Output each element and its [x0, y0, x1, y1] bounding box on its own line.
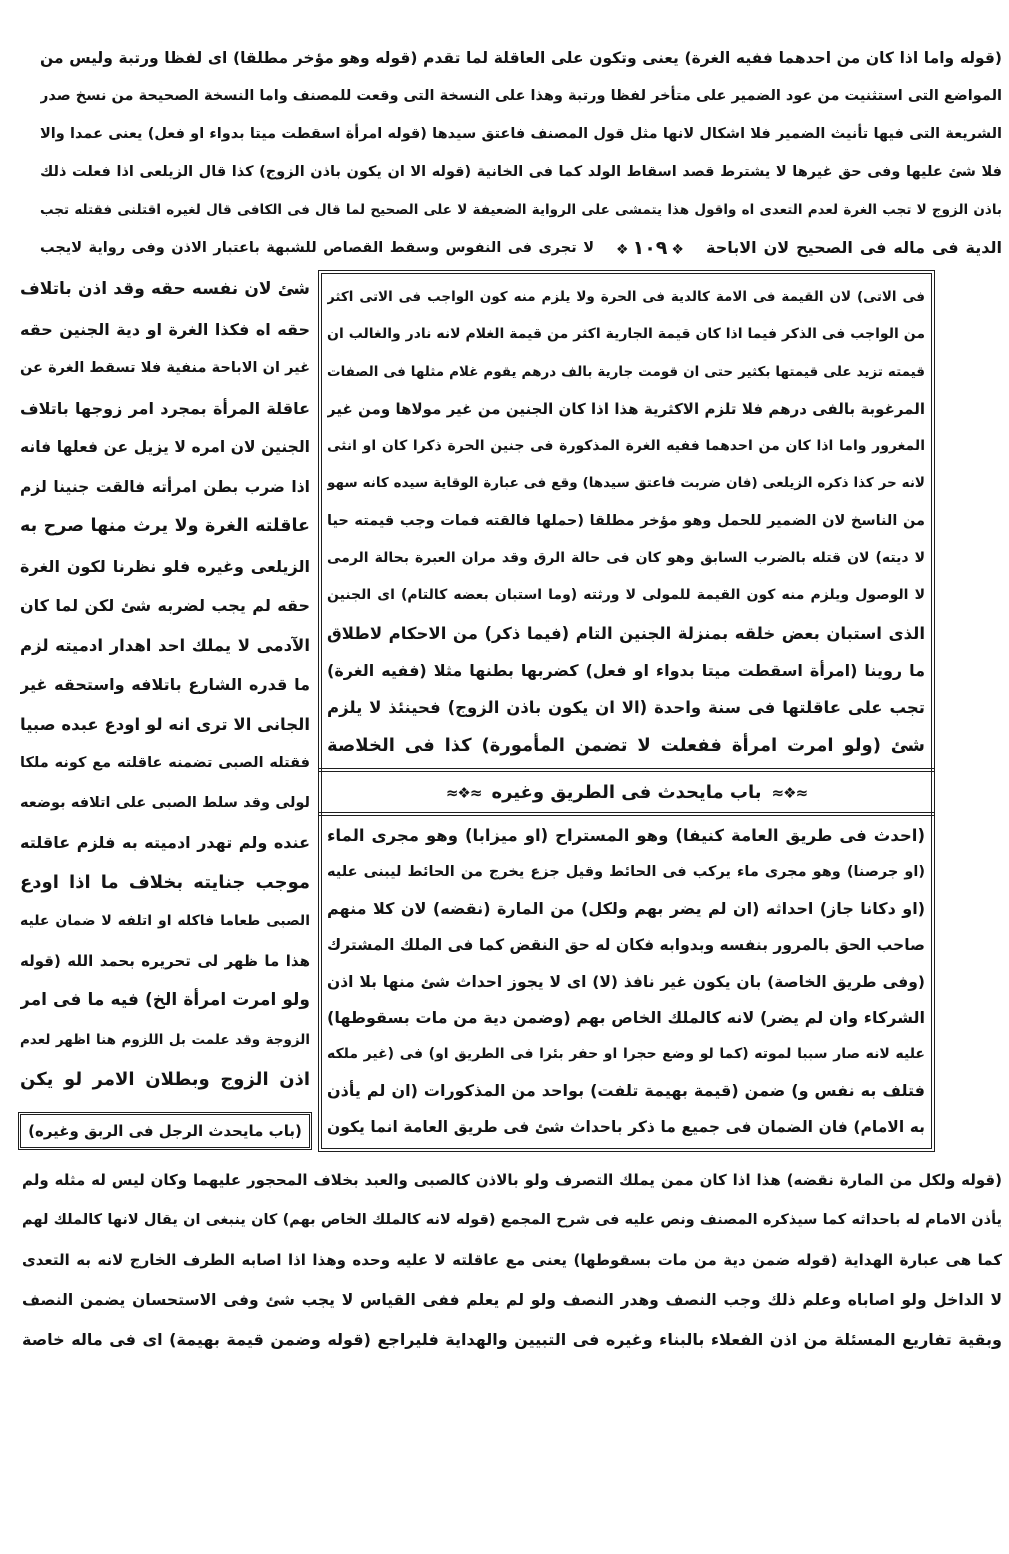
top-commentary-last-line: [40, 229, 1002, 267]
margin-note-line: الزيلعى وغيره فلو نظرنا لكون الغرة: [20, 556, 310, 576]
top-commentary-line: المواضع التى استثنيت من عود الضمير على متأخر لفظا ورتبة وهذا على النسخة التى وقعت للمصنف واما النسخة الصحيحة من نسخ صدر: [40, 88, 1002, 104]
margin-note-line: الجانى الا ترى انه لو اودع عبده صبيا: [20, 714, 310, 734]
page-number-group: [594, 229, 706, 267]
main-text-line: عليه لانه صار سببا لموته (كما لو وضع حجرا او حفر بئرا فى الطريق او) فى (غير ملكه: [327, 1046, 925, 1063]
margin-note-line: اذا ضرب بطن امرأته فالقت جنينا لزم: [20, 477, 310, 496]
main-text-part2: [327, 818, 925, 1146]
top-commentary: [40, 39, 1002, 267]
main-text-line: من الواجب فى الذكر فيما اذا كان قيمة الجارية اكثر من قيمة الغلام لانه نادر والغالب ان: [327, 326, 925, 343]
main-text-part1: [327, 279, 925, 764]
top-commentary-line: الشريعة التى فيها تأنيث الضمير فلا اشكال لانها مثل قول المصنف فاعتق سيدها (قوله امرأة اسقطت ميتا بدواء او فعل) يعنى عمدا والا: [40, 126, 1002, 142]
main-text-line: لانه حر كذا ذكره الزيلعى (فان ضربت فاعتق سيدها) وقع فى عبارة الوقاية سيده كانه سهو: [327, 475, 925, 492]
main-text-line: (احدث فى طريق العامة كنيفا) وهو المستراح (او ميزابا) وهو مجرى الماء: [327, 826, 925, 845]
bottom-commentary-line: لا الداخل ولو اصاباه وعلم ذلك وجب النصف وهدر النصف ولو لم يعلم ففى القياس لا يجب شئ وفى الاستحسان يضمن النصف: [22, 1291, 1002, 1309]
top-commentary-line-start: الدية فى ماله فى الصحيح لان الاباحة: [706, 238, 1002, 257]
margin-note-line: لولى وقد سلط الصبى على اتلافه بوضعه: [20, 794, 310, 811]
flourish-icon: [446, 782, 482, 803]
main-text-line: ما روينا (امرأة اسقطت ميتا بدواء او فعل) كضربها بطنها مثلا (ففيه الغرة): [327, 660, 925, 680]
margin-note-line: عنده ولم تهدر ادميته به فلزم عاقلته: [20, 833, 310, 852]
margin-note-line: الجنين لان امره لا يزيل عن فعلها فانه: [20, 438, 310, 456]
bottom-commentary-line: (قوله ولكل من المارة نقضه) هذا اذا كان ممن يملك التصرف ولو بالاذن كالصبى والعبد بخلاف المحجور عليهما وكان ليس له مثله ولم: [22, 1171, 1002, 1189]
page-number: ١٠٩: [632, 237, 668, 259]
margin-note-line: شئ لان نفسه حقه وقد اذن باتلاف: [20, 279, 310, 299]
main-text-line: فى الاتى) لان القيمة فى الامة كالدية فى الحرة ولا يلزم منه كون الواجب فى الاتى اكثر: [327, 289, 925, 305]
top-commentary-line: (قوله واما اذا كان من احدهما ففيه الغرة) يعنى وتكون على العاقلة لما تقدم (قوله وهو مؤخر مطلقا) اى لفظا ورتبة وليس من: [40, 49, 1002, 67]
flourish-icon: [772, 782, 808, 803]
margin-note-line: عاقلته الغرة ولا يرث منها صرح به: [20, 516, 310, 536]
margin-section-heading: (باب مايحدث الرجل فى الربق وغيره): [18, 1112, 312, 1150]
top-commentary-line-end: لا تجرى فى النفوس وسقط القصاص للشبهة باعتبار الاذن وفى رواية لايجب: [40, 240, 594, 256]
margin-note-line: اذن الزوج وبطلان الامر لو يكن: [20, 1069, 310, 1090]
main-text-line: شئ (ولو امرت امرأة ففعلت لا تضمن المأمورة) كذا فى الخلاصة: [327, 734, 925, 756]
margin-note-line: موجب جنايته بخلاف ما اذا اودع: [20, 871, 310, 893]
bottom-commentary-line: يأذن الامام له باحداثه كما سيذكره المصنف ونص عليه فى شرح المجمع (قوله لانه كالملك الخاص بهم) كان ينبغى ان يقال لانها كالملك لهم: [22, 1212, 1002, 1228]
margin-note-line: حقه لم يجب لضربه شئ لكن لما كان: [20, 596, 310, 615]
main-text-line: قيمته تزيد على قيمتها بكثير حتى ان قومت جارية بالف درهم يقوم غلام مثلها فى الصفات: [327, 363, 925, 380]
main-text-line: (او جرصنا) وهو مجرى ماء يركب فى الحائط وقيل جزع يخرج من الحائط ليبنى عليه: [327, 864, 925, 881]
main-text-line: لا الوصول ويلزم منه كون القيمة للمولى لا ورثته (وما استبان بعضه كالتام) اى الجنين: [327, 587, 925, 604]
margin-note-line: الصبى طعاما فاكله او اتلفه لا ضمان عليه: [20, 913, 310, 929]
main-text-line: (وفى طريق الخاصة) بان يكون غير نافذ (لا) اى لا يجوز احداث شئ منها بلا اذن: [327, 972, 925, 991]
top-commentary-line: باذن الزوج لا تجب الغرة لعدم التعدى اه واقول هذا يتمشى على الرواية الضعيفة لا على الصحيح لما قال فى الكافى قال لغيره اقتلنى فقتله تجب: [40, 202, 1002, 218]
margin-note: [20, 270, 310, 1100]
main-text-line: من الناسخ لان الضمير للحمل وهو مؤخر مطلقا (حملها فالقته فمات وجب قيمته حيا: [327, 512, 925, 529]
margin-note-line: حقه اه فكذا الغرة او دية الجنين حقه: [20, 319, 310, 339]
bottom-commentary-line: وبقية تفاريع المسئلة من اذن الفعلاء بالبناء وغيره فى التبيين والهداية فليراجع (قوله وضمن قيمة بهيمة) اى فى ماله خاصة: [22, 1330, 1002, 1349]
margin-note-line: هذا ما ظهر لى تحريره بحمد الله (قوله: [20, 951, 310, 970]
margin-note-line: الآدمى لا يملك احد اهدار ادميته لزم: [20, 635, 310, 655]
main-text-line: المرغوبة بالفى درهم فلا تلزم الاكثرية هذا اذا كان الجنين من غير مولاها ومن غير: [327, 399, 925, 418]
margin-note-line: ما قدره الشارع باتلافه واستحقه غير: [20, 675, 310, 694]
main-text-line: لا ديته) لان قتله بالضرب السابق وهو كان فى حالة الرق وقد مران العبرة بحالة الرمى: [327, 550, 925, 567]
main-text-line: الشركاء وان لم يضر) لانه كالملك الخاص بهم (وضمن دية من مات بسقوطها): [327, 1007, 925, 1027]
main-text-line: تجب على عاقلتها فى سنة واحدة (الا ان يكون باذن الزوج) فحينئذ لا يلزم: [327, 698, 925, 718]
ornament-icon: [667, 237, 688, 259]
margin-note-line: فقتله الصبى تضمنه عاقلته مع كونه ملكا: [20, 755, 310, 771]
margin-note-line: غير ان الاباحة منفية فلا تسقط الغرة عن: [20, 360, 310, 376]
section-heading-text: باب مايحدث فى الطريق وغيره: [491, 781, 762, 803]
margin-note-line: عاقلة المرأة بمجرد امر زوجها باتلاف: [20, 398, 310, 418]
main-text-line: المغرور واما اذا كان من احدهما ففيه الغرة المذكورة فى جنين الحرة ذكرا كان او انثى: [327, 438, 925, 455]
ornament-icon: [612, 237, 633, 259]
main-text-line: الذى استبان بعض خلقه بمنزلة الجنين التام (فيما ذكر) من الاحكام لاطلاق: [327, 623, 925, 643]
main-text-line: صاحب الحق بالمرور بنفسه وبدوابه فكان له حق النقض كما فى الملك المشترك: [327, 936, 925, 955]
bottom-commentary-line: كما هى عبارة الهداية (قوله ضمن دية من مات بسقوطها) يعنى مع عاقلته لا عليه وحده وهذا اذا اصابه الطرف الخارج لانه به التعدى: [22, 1251, 1002, 1269]
bottom-commentary: [22, 1160, 1002, 1360]
main-text-line: فتلف به نفس و) ضمن (قيمة بهيمة تلفت) بواحد من المذكورات (ان لم يأذن: [327, 1080, 925, 1100]
margin-note-line: الزوجة وقد علمت بل اللزوم هنا اظهر لعدم: [20, 1031, 310, 1048]
margin-note-line: ولو امرت امرأة الخ) فيه ما فى امر: [20, 990, 310, 1010]
top-commentary-line: فلا شئ عليها وفى حق غيرها لا يشترط قصد اسقاط الولد كما فى الخانية (قوله الا ان يكون باذن الزوج) كذا قال الزيلعى اذا فعلت ذلك: [40, 164, 1002, 180]
main-text-line: (او دكانا جاز) احداثه (ان لم يضر بهم ولكل) من المارة (نقضه) لان كلا منهم: [327, 898, 925, 918]
main-text-line: به الامام) فان الضمان فى جميع ما ذكر باحداث شئ فى طريق العامة انما يكون: [327, 1118, 925, 1137]
section-heading: [318, 768, 935, 816]
